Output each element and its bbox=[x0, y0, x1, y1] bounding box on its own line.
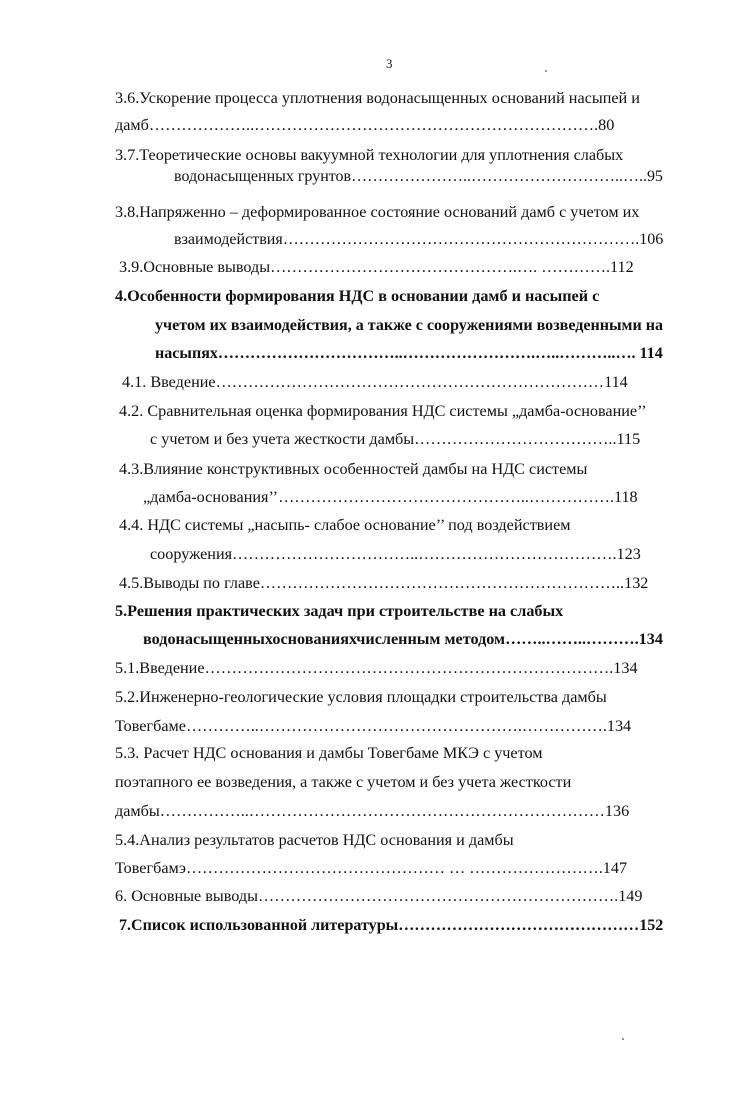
toc-line: 3.7.Теоретические основы вакуумной технологии для уплотнения слабых bbox=[115, 146, 624, 164]
scan-speck bbox=[545, 70, 547, 72]
toc-line: сооружения……………………………..……………………………….123 bbox=[150, 545, 641, 563]
toc-heading-line: насыпях……………………………..…………………….…..………..…. 114 bbox=[155, 344, 663, 362]
toc-line: дамб………………..……………………………………………………….80 bbox=[115, 116, 615, 134]
toc-line: 3.9.Основные выводы……………………………………….…. ………….112 bbox=[119, 258, 634, 276]
toc-line: дамбы……………..…………………………………………………………136 bbox=[115, 802, 630, 820]
toc-line: 5.2.Инженерно-геологические условия площадки строительства дамбы bbox=[115, 688, 607, 706]
toc-line: поэтапного ее возведения, а также с учетом и без учета жесткости bbox=[115, 773, 572, 791]
toc-line: 4.3.Влияние конструктивных особенностей дамбы на НДС системы bbox=[119, 460, 588, 478]
toc-line: 6. Основные выводы………………………………………………………….149 bbox=[115, 887, 643, 905]
scan-speck bbox=[622, 1038, 624, 1040]
toc-heading-line: водонасыщенныхоснованияхчисленным методом……..……..……….134 bbox=[143, 630, 663, 648]
toc-line: 4.4. НДС системы „насыпь- слабое основание’’ под воздействием bbox=[119, 516, 571, 534]
toc-line: „дамба-основания’’………………………………………..…………….118 bbox=[143, 488, 638, 506]
toc-line: Товегбаме…………..………………………………………….…………….134 bbox=[115, 717, 632, 735]
toc-line: 3.6.Ускорение процесса уплотнения водонасыщенных оснований насыпей и bbox=[115, 89, 640, 107]
page-number: 3 bbox=[386, 56, 393, 71]
toc-heading-line: 4.Особенности формирования НДС в основании дамб и насыпей с bbox=[115, 287, 600, 305]
toc-line: 4.2. Сравнительная оценка формирования НДС системы „дамба-основание’’ bbox=[119, 402, 647, 420]
toc-line: 4.1. Введение………………………………………………………………114 bbox=[122, 373, 628, 391]
toc-line: взаимодействия………………………………………………………….106 bbox=[174, 230, 664, 248]
toc-line: Товегбамэ………………………………………… … …………………….147 bbox=[115, 859, 628, 877]
toc-line: 5.1.Введение………………………………………………………………….134 bbox=[115, 659, 638, 677]
toc-line: 5.3. Расчет НДС основания и дамбы Товегбаме МКЭ с учетом bbox=[115, 744, 543, 762]
toc-heading-line: учетом их взаимодействия, а также с сооружениями возведенными на bbox=[155, 316, 664, 334]
toc-line: 4.5.Выводы по главе…………………………………………………………..132 bbox=[119, 574, 649, 592]
toc-line: 3.8.Напряженно – деформированное состояние оснований дамб с учетом их bbox=[115, 203, 640, 221]
toc-heading-line: 5.Решения практических задач при строительстве на слабых bbox=[115, 602, 564, 620]
toc-line: с учетом и без учета жесткости дамбы………………………………..115 bbox=[150, 430, 641, 448]
toc-heading-line: 7.Список использованной литературы………………………………………152 bbox=[119, 916, 664, 934]
toc-line: водонасыщенных грунтов…………………..………………………..…..95 bbox=[174, 167, 663, 185]
toc-line: 5.4.Анализ результатов расчетов НДС основания и дамбы bbox=[115, 831, 514, 849]
